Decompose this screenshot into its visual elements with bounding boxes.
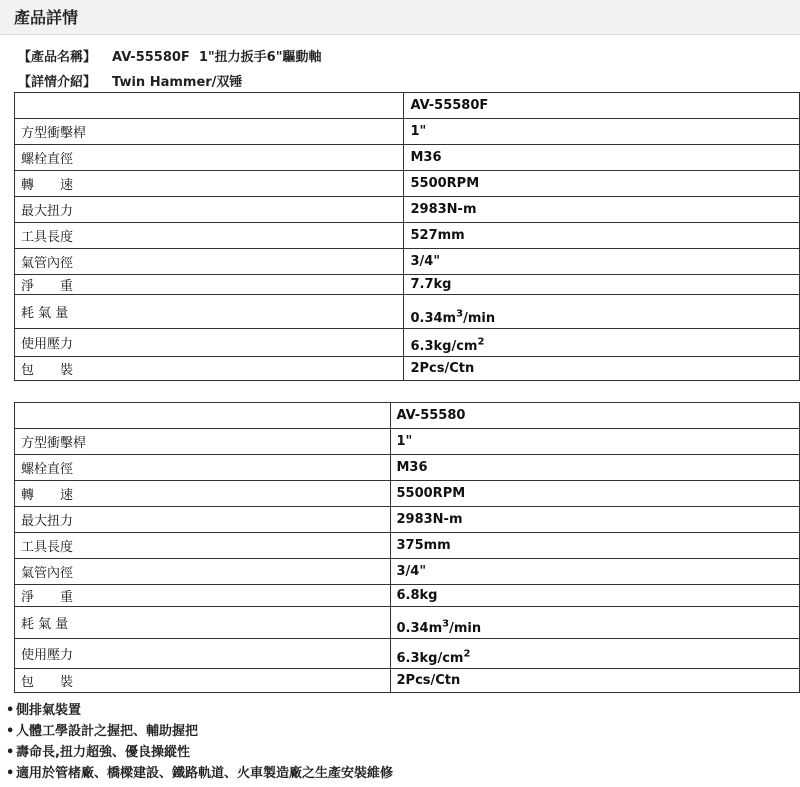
- product-name-label: 【產品名稱】: [18, 50, 97, 65]
- spec-value: M36: [404, 145, 800, 171]
- spec-label: 螺栓直徑: [15, 145, 404, 171]
- spec-label: 轉 速: [15, 171, 404, 197]
- spec-label: 使用壓力: [15, 639, 391, 669]
- bullet-icon: •: [6, 766, 15, 781]
- spec-value: [404, 329, 800, 357]
- table-row: [15, 295, 800, 329]
- section-header: [0, 0, 800, 35]
- value-main: 6.3kg/cm: [396, 651, 464, 666]
- spec-label: 工具長度: [15, 533, 391, 559]
- table-row: [15, 145, 800, 171]
- table-header-row: [15, 403, 800, 429]
- value-main: 0.34m: [410, 311, 457, 326]
- spec-value: 2Pcs/Ctn: [390, 669, 800, 693]
- spec-label: 包 裝: [15, 357, 404, 381]
- detail-value: Twin Hammer/双锤: [112, 75, 243, 90]
- spec-value: [404, 295, 800, 329]
- feature-text: 適用於管楮廠、橋樑建設、鐵路軌道、火車製造廠之生產安裝維修: [16, 766, 394, 781]
- table-row: [15, 607, 800, 639]
- table-row: [15, 669, 800, 693]
- spec-value: 6.8kg: [390, 585, 800, 607]
- spec-label: 工具長度: [15, 223, 404, 249]
- detail-label: 【詳情介紹】: [18, 75, 97, 90]
- product-name-value: AV-55580F 1"扭力扳手6"驅動軸: [112, 50, 322, 65]
- bullet-icon: •: [6, 745, 15, 760]
- spec-label: 方型衝擊桿: [15, 119, 404, 145]
- spec-label: 耗 氣 量: [15, 295, 404, 329]
- spec-value: 3/4": [390, 559, 800, 585]
- spec-table-av-55580: [14, 402, 800, 693]
- model-cell: AV-55580F: [404, 93, 800, 119]
- spec-label: 氣管內徑: [15, 249, 404, 275]
- list-item: [0, 700, 393, 721]
- spec-label: 轉 速: [15, 481, 391, 507]
- spec-label: 耗 氣 量: [15, 607, 391, 639]
- table-row: [15, 223, 800, 249]
- page-title: 產品詳情: [14, 8, 79, 27]
- value-tail: /min: [449, 621, 482, 636]
- spec-label: 方型衝擊桿: [15, 429, 391, 455]
- value-superscript: 3: [442, 618, 450, 630]
- spec-value: 527mm: [404, 223, 800, 249]
- spec-value: 5500RPM: [390, 481, 800, 507]
- table-row: [15, 249, 800, 275]
- product-name-line: [18, 46, 322, 65]
- table-row: [15, 357, 800, 381]
- spec-label: 最大扭力: [15, 507, 391, 533]
- table-row: [15, 455, 800, 481]
- detail-line: [18, 71, 242, 90]
- spec-value: 2983N-m: [390, 507, 800, 533]
- value-superscript: 2: [477, 336, 485, 348]
- table-header-blank: [15, 93, 404, 119]
- feature-text: 人體工學設計之握把、輔助握把: [16, 724, 199, 739]
- table-row: [15, 429, 800, 455]
- bullet-icon: •: [6, 703, 15, 718]
- spec-label: 氣管內徑: [15, 559, 391, 585]
- feature-text: 壽命長,扭力超強、優良操縱性: [16, 745, 190, 760]
- spec-value: 1": [390, 429, 800, 455]
- spec-value: 375mm: [390, 533, 800, 559]
- spec-value: 2983N-m: [404, 197, 800, 223]
- value-main: 0.34m: [396, 621, 443, 636]
- spec-label: 包 裝: [15, 669, 391, 693]
- table-row: [15, 275, 800, 295]
- spec-value: 5500RPM: [404, 171, 800, 197]
- spec-label: 淨 重: [15, 275, 404, 295]
- spec-label: 淨 重: [15, 585, 391, 607]
- list-item: [0, 763, 393, 784]
- model-cell: AV-55580: [390, 403, 800, 429]
- spec-value: [390, 607, 800, 639]
- table-header-blank: [15, 403, 391, 429]
- table-header-row: [15, 93, 800, 119]
- table-row: [15, 197, 800, 223]
- feature-list: [0, 700, 393, 784]
- spec-value: 7.7kg: [404, 275, 800, 295]
- table-row: [15, 639, 800, 669]
- bullet-icon: •: [6, 724, 15, 739]
- spec-value: 1": [404, 119, 800, 145]
- table-row: [15, 585, 800, 607]
- spec-value: 2Pcs/Ctn: [404, 357, 800, 381]
- table-row: [15, 119, 800, 145]
- table-row: [15, 507, 800, 533]
- value-main: 6.3kg/cm: [410, 339, 478, 354]
- spec-label: 螺栓直徑: [15, 455, 391, 481]
- value-superscript: 3: [456, 308, 464, 320]
- table-row: [15, 481, 800, 507]
- feature-text: 側排氣裝置: [16, 703, 82, 718]
- value-superscript: 2: [463, 648, 471, 660]
- spec-value: M36: [390, 455, 800, 481]
- table-row: [15, 171, 800, 197]
- list-item: [0, 742, 393, 763]
- spec-table-av-55580f: [14, 92, 800, 381]
- spec-label: 使用壓力: [15, 329, 404, 357]
- table-row: [15, 329, 800, 357]
- table-row: [15, 533, 800, 559]
- spec-value: 3/4": [404, 249, 800, 275]
- table-row: [15, 559, 800, 585]
- value-tail: /min: [463, 311, 496, 326]
- spec-label: 最大扭力: [15, 197, 404, 223]
- list-item: [0, 721, 393, 742]
- spec-value: [390, 639, 800, 669]
